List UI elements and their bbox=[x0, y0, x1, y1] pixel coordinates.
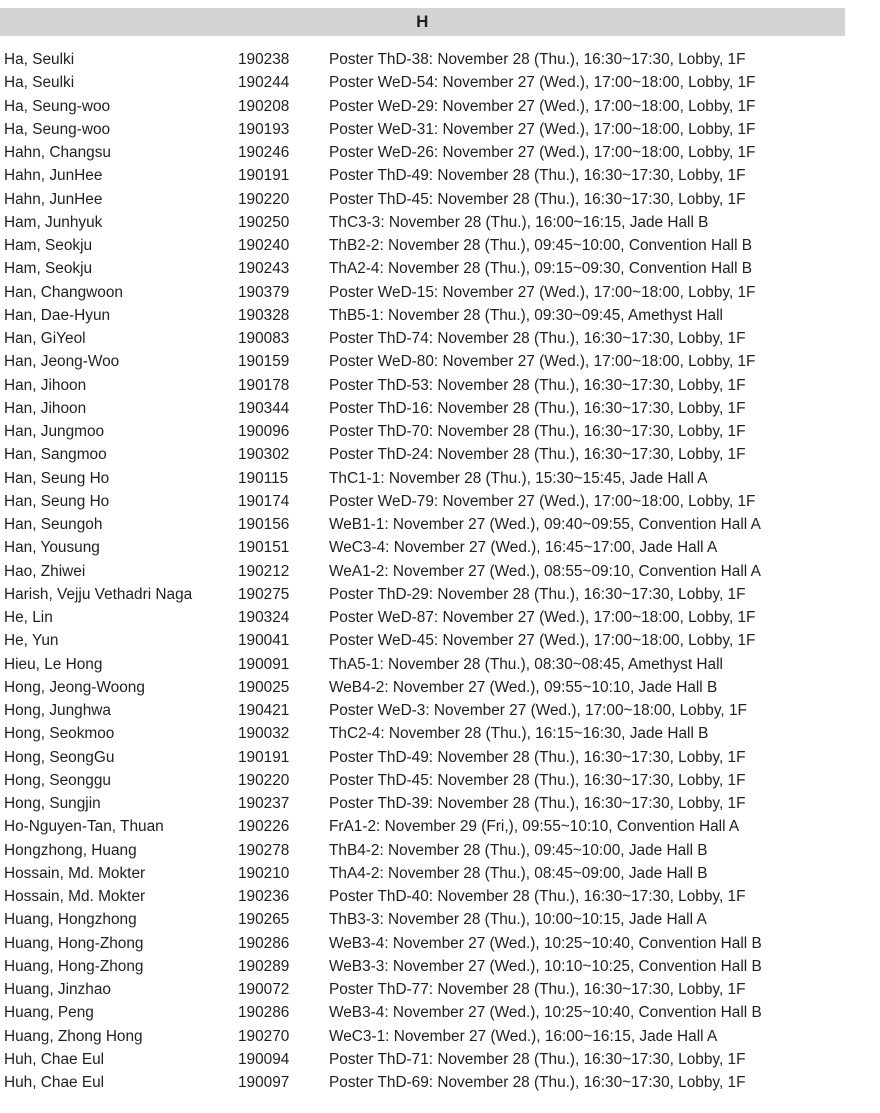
paper-id: 190174 bbox=[238, 492, 290, 510]
session-info: Poster WeD-79: November 27 (Wed.), 17:00~18:00, Lobby, 1F bbox=[329, 492, 756, 510]
session-info: ThB5-1: November 28 (Thu.), 09:30~09:45, Amethyst Hall bbox=[329, 306, 723, 324]
list-item bbox=[4, 397, 844, 420]
paper-id: 190328 bbox=[238, 306, 290, 324]
author-name: Hong, Seokmoo bbox=[4, 725, 115, 743]
author-name: Han, GiYeol bbox=[4, 330, 86, 347]
author-name: Huang, Hong-Zhong bbox=[4, 957, 144, 975]
paper-id: 190083 bbox=[238, 330, 290, 347]
list-item bbox=[4, 1001, 844, 1024]
author-name: Hong, SeongGu bbox=[4, 748, 115, 766]
session-info: WeC3-4: November 27 (Wed.), 16:45~17:00, Jade Hall A bbox=[329, 539, 718, 557]
list-item bbox=[4, 862, 844, 885]
paper-id: 190025 bbox=[238, 678, 290, 696]
paper-id: 190302 bbox=[238, 446, 290, 464]
list-item bbox=[4, 699, 844, 722]
list-item bbox=[4, 676, 844, 699]
author-name: Han, Seung Ho bbox=[4, 492, 110, 510]
session-info: Poster ThD-45: November 28 (Thu.), 16:30~17:30, Lobby, 1F bbox=[329, 190, 746, 208]
author-name: Hong, Jeong-Woong bbox=[4, 678, 145, 696]
session-info: Poster ThD-70: November 28 (Thu.), 16:30~17:30, Lobby, 1F bbox=[329, 423, 746, 440]
author-name: Han, Jungmoo bbox=[4, 423, 105, 440]
session-info: Poster ThD-77: November 28 (Thu.), 16:30~17:30, Lobby, 1F bbox=[329, 981, 746, 998]
list-item bbox=[4, 1048, 844, 1071]
list-item bbox=[4, 746, 844, 769]
paper-id: 190097 bbox=[238, 1074, 290, 1091]
author-name: Huang, Hongzhong bbox=[4, 911, 137, 929]
author-name: Huang, Peng bbox=[4, 1004, 94, 1022]
list-item bbox=[4, 118, 844, 141]
paper-id: 190091 bbox=[238, 655, 290, 673]
paper-id: 190244 bbox=[238, 74, 290, 92]
session-info: Poster ThD-39: November 28 (Thu.), 16:30~17:30, Lobby, 1F bbox=[329, 795, 746, 812]
session-info: Poster WeD-29: November 27 (Wed.), 17:00~18:00, Lobby, 1F bbox=[329, 97, 756, 115]
session-info: Poster ThD-38: November 28 (Thu.), 16:30~17:30, Lobby, 1F bbox=[329, 51, 746, 68]
list-item bbox=[4, 955, 844, 978]
session-info: ThC2-4: November 28 (Thu.), 16:15~16:30, Jade Hall B bbox=[329, 725, 709, 743]
author-name: Han, Dae-Hyun bbox=[4, 306, 111, 324]
paper-id: 190379 bbox=[238, 283, 290, 301]
list-item bbox=[4, 978, 844, 1001]
paper-id: 190246 bbox=[238, 144, 290, 161]
author-name: Huh, Chae Eul bbox=[4, 1074, 105, 1091]
list-item bbox=[4, 95, 844, 118]
paper-id: 190278 bbox=[238, 841, 290, 859]
list-item bbox=[4, 164, 844, 187]
paper-id: 190324 bbox=[238, 609, 290, 626]
list-item bbox=[4, 653, 844, 676]
session-info: Poster ThD-45: November 28 (Thu.), 16:30~17:30, Lobby, 1F bbox=[329, 771, 746, 789]
session-info: Poster ThD-74: November 28 (Thu.), 16:30~17:30, Lobby, 1F bbox=[329, 330, 746, 347]
list-item bbox=[4, 885, 844, 908]
paper-id: 190096 bbox=[238, 423, 290, 440]
session-info: ThC1-1: November 28 (Thu.), 15:30~15:45, Jade Hall A bbox=[329, 469, 708, 487]
author-name: Han, Yousung bbox=[4, 539, 100, 557]
author-name: Han, Seung Ho bbox=[4, 469, 110, 487]
author-name: Hossain, Md. Mokter bbox=[4, 864, 146, 882]
paper-id: 190191 bbox=[238, 748, 290, 766]
session-info: Poster WeD-80: November 27 (Wed.), 17:00~18:00, Lobby, 1F bbox=[329, 353, 756, 371]
paper-id: 190226 bbox=[238, 818, 290, 836]
list-item bbox=[4, 1025, 844, 1048]
list-item bbox=[4, 769, 844, 792]
list-item bbox=[4, 327, 844, 350]
list-item bbox=[4, 374, 844, 397]
paper-id: 190032 bbox=[238, 725, 290, 743]
paper-id: 190237 bbox=[238, 795, 290, 812]
paper-id: 190265 bbox=[238, 911, 290, 929]
author-name: Han, Seungoh bbox=[4, 516, 103, 533]
session-info: ThB2-2: November 28 (Thu.), 09:45~10:00, Convention Hall B bbox=[329, 237, 753, 254]
list-item bbox=[4, 211, 844, 234]
author-name: Hao, Zhiwei bbox=[4, 562, 86, 580]
list-item bbox=[4, 490, 844, 513]
paper-id: 190178 bbox=[238, 376, 290, 394]
author-name: Han, Sangmoo bbox=[4, 446, 107, 464]
author-name: Hahn, Changsu bbox=[4, 144, 111, 161]
author-name: Ha, Seung-woo bbox=[4, 120, 111, 138]
section-letter: H bbox=[416, 12, 429, 31]
list-item bbox=[4, 304, 844, 327]
author-name: Hahn, JunHee bbox=[4, 167, 103, 185]
session-info: Poster ThD-69: November 28 (Thu.), 16:30~17:30, Lobby, 1F bbox=[329, 1074, 746, 1091]
session-info: WeC3-1: November 27 (Wed.), 16:00~16:15, Jade Hall A bbox=[329, 1027, 718, 1045]
author-name: Ham, Seokju bbox=[4, 260, 93, 278]
list-item bbox=[4, 583, 844, 606]
session-info: Poster ThD-53: November 28 (Thu.), 16:30~17:30, Lobby, 1F bbox=[329, 376, 746, 394]
author-name: Hongzhong, Huang bbox=[4, 841, 137, 859]
paper-id: 190240 bbox=[238, 237, 290, 254]
paper-id: 190238 bbox=[238, 51, 290, 68]
paper-id: 190286 bbox=[238, 1004, 290, 1022]
author-name: Hieu, Le Hong bbox=[4, 655, 103, 673]
session-info: WeB3-4: November 27 (Wed.), 10:25~10:40, Convention Hall B bbox=[329, 1004, 762, 1022]
author-name: Huang, Zhong Hong bbox=[4, 1027, 143, 1045]
paper-id: 190151 bbox=[238, 539, 290, 557]
paper-id: 190250 bbox=[238, 213, 290, 231]
session-info: Poster WeD-45: November 27 (Wed.), 17:00~18:00, Lobby, 1F bbox=[329, 632, 756, 650]
paper-id: 190191 bbox=[238, 167, 290, 185]
author-name: Ha, Seulki bbox=[4, 51, 75, 68]
session-info: Poster ThD-49: November 28 (Thu.), 16:30~17:30, Lobby, 1F bbox=[329, 167, 746, 185]
paper-id: 190072 bbox=[238, 981, 290, 998]
paper-id: 190115 bbox=[238, 469, 289, 487]
author-name: Huang, Hong-Zhong bbox=[4, 934, 144, 952]
list-item bbox=[4, 629, 844, 652]
session-info: Poster WeD-87: November 27 (Wed.), 17:00~18:00, Lobby, 1F bbox=[329, 609, 756, 626]
session-info: Poster ThD-49: November 28 (Thu.), 16:30~17:30, Lobby, 1F bbox=[329, 748, 746, 766]
paper-id: 190270 bbox=[238, 1027, 290, 1045]
paper-id: 190344 bbox=[238, 399, 290, 417]
session-info: ThB4-2: November 28 (Thu.), 09:45~10:00, Jade Hall B bbox=[329, 841, 708, 859]
author-name: Ha, Seulki bbox=[4, 74, 75, 92]
session-info: WeB3-3: November 27 (Wed.), 10:10~10:25, Convention Hall B bbox=[329, 957, 762, 975]
session-info: Poster WeD-26: November 27 (Wed.), 17:00~18:00, Lobby, 1F bbox=[329, 144, 756, 161]
author-name: Hong, Junghwa bbox=[4, 702, 111, 719]
session-info: Poster WeD-15: November 27 (Wed.), 17:00~18:00, Lobby, 1F bbox=[329, 283, 756, 301]
session-info: ThA2-4: November 28 (Thu.), 09:15~09:30, Convention Hall B bbox=[329, 260, 753, 278]
session-info: WeB3-4: November 27 (Wed.), 10:25~10:40, Convention Hall B bbox=[329, 934, 762, 952]
author-name: Ham, Seokju bbox=[4, 237, 93, 254]
paper-id: 190208 bbox=[238, 97, 290, 115]
paper-id: 190210 bbox=[238, 864, 290, 882]
list-item bbox=[4, 932, 844, 955]
author-name: He, Yun bbox=[4, 632, 59, 650]
author-name: Hahn, JunHee bbox=[4, 190, 103, 208]
list-item bbox=[4, 792, 844, 815]
author-name: Harish, Vejju Vethadri Naga bbox=[4, 585, 193, 603]
list-item bbox=[4, 1071, 844, 1094]
list-item bbox=[4, 443, 844, 466]
list-item bbox=[4, 722, 844, 745]
session-info: WeB1-1: November 27 (Wed.), 09:40~09:55, Convention Hall A bbox=[329, 516, 761, 533]
section-header bbox=[0, 8, 845, 36]
list-item bbox=[4, 536, 844, 559]
session-info: WeA1-2: November 27 (Wed.), 08:55~09:10, Convention Hall A bbox=[329, 562, 761, 580]
paper-id: 190159 bbox=[238, 353, 290, 371]
list-item bbox=[4, 839, 844, 862]
session-info: ThB3-3: November 28 (Thu.), 10:00~10:15, Jade Hall A bbox=[329, 911, 707, 929]
session-info: Poster WeD-31: November 27 (Wed.), 17:00~18:00, Lobby, 1F bbox=[329, 120, 756, 138]
list-item bbox=[4, 188, 844, 211]
session-info: ThA4-2: November 28 (Thu.), 08:45~09:00, Jade Hall B bbox=[329, 864, 708, 882]
session-info: Poster ThD-29: November 28 (Thu.), 16:30~17:30, Lobby, 1F bbox=[329, 585, 746, 603]
session-info: ThC3-3: November 28 (Thu.), 16:00~16:15, Jade Hall B bbox=[329, 213, 709, 231]
paper-id: 190041 bbox=[238, 632, 290, 650]
list-item bbox=[4, 606, 844, 629]
list-item bbox=[4, 513, 844, 536]
session-info: Poster WeD-3: November 27 (Wed.), 17:00~18:00, Lobby, 1F bbox=[329, 702, 747, 719]
paper-id: 190193 bbox=[238, 120, 290, 138]
author-name: He, Lin bbox=[4, 609, 53, 626]
list-item bbox=[4, 350, 844, 373]
paper-id: 190220 bbox=[238, 771, 290, 789]
author-name: Han, Jihoon bbox=[4, 399, 87, 417]
author-name: Hong, Sungjin bbox=[4, 795, 101, 812]
author-name: Han, Changwoon bbox=[4, 283, 123, 301]
paper-id: 190156 bbox=[238, 516, 290, 533]
paper-id: 190243 bbox=[238, 260, 290, 278]
paper-id: 190236 bbox=[238, 888, 290, 905]
session-info: WeB4-2: November 27 (Wed.), 09:55~10:10, Jade Hall B bbox=[329, 678, 718, 696]
author-name: Huang, Jinzhao bbox=[4, 981, 111, 998]
session-info: FrA1-2: November 29 (Fri,), 09:55~10:10, Convention Hall A bbox=[329, 818, 740, 836]
list-item bbox=[4, 815, 844, 838]
session-info: Poster WeD-54: November 27 (Wed.), 17:00~18:00, Lobby, 1F bbox=[329, 74, 756, 92]
session-info: Poster ThD-16: November 28 (Thu.), 16:30~17:30, Lobby, 1F bbox=[329, 399, 746, 417]
author-name: Han, Jihoon bbox=[4, 376, 87, 394]
list-item bbox=[4, 560, 844, 583]
list-item bbox=[4, 141, 844, 164]
author-name: Ho-Nguyen-Tan, Thuan bbox=[4, 818, 164, 836]
author-name: Ha, Seung-woo bbox=[4, 97, 111, 115]
author-name: Hossain, Md. Mokter bbox=[4, 888, 146, 905]
paper-id: 190212 bbox=[238, 562, 290, 580]
list-item bbox=[4, 908, 844, 931]
list-item bbox=[4, 420, 844, 443]
paper-id: 190289 bbox=[238, 957, 290, 975]
list-item bbox=[4, 234, 844, 257]
list-item bbox=[4, 48, 844, 71]
paper-id: 190286 bbox=[238, 934, 290, 952]
list-item bbox=[4, 467, 844, 490]
session-info: Poster ThD-40: November 28 (Thu.), 16:30~17:30, Lobby, 1F bbox=[329, 888, 746, 905]
session-info: ThA5-1: November 28 (Thu.), 08:30~08:45, Amethyst Hall bbox=[329, 655, 723, 673]
session-info: Poster ThD-24: November 28 (Thu.), 16:30~17:30, Lobby, 1F bbox=[329, 446, 746, 464]
list-item bbox=[4, 257, 844, 280]
session-info: Poster ThD-71: November 28 (Thu.), 16:30~17:30, Lobby, 1F bbox=[329, 1050, 746, 1068]
list-item bbox=[4, 281, 844, 304]
paper-id: 190094 bbox=[238, 1050, 290, 1068]
author-index-list bbox=[4, 48, 844, 1094]
author-name: Ham, Junhyuk bbox=[4, 213, 103, 231]
paper-id: 190275 bbox=[238, 585, 290, 603]
author-name: Han, Jeong-Woo bbox=[4, 353, 120, 371]
paper-id: 190220 bbox=[238, 190, 290, 208]
paper-id: 190421 bbox=[238, 702, 290, 719]
author-name: Hong, Seonggu bbox=[4, 771, 111, 789]
author-name: Huh, Chae Eul bbox=[4, 1050, 105, 1068]
list-item bbox=[4, 71, 844, 94]
